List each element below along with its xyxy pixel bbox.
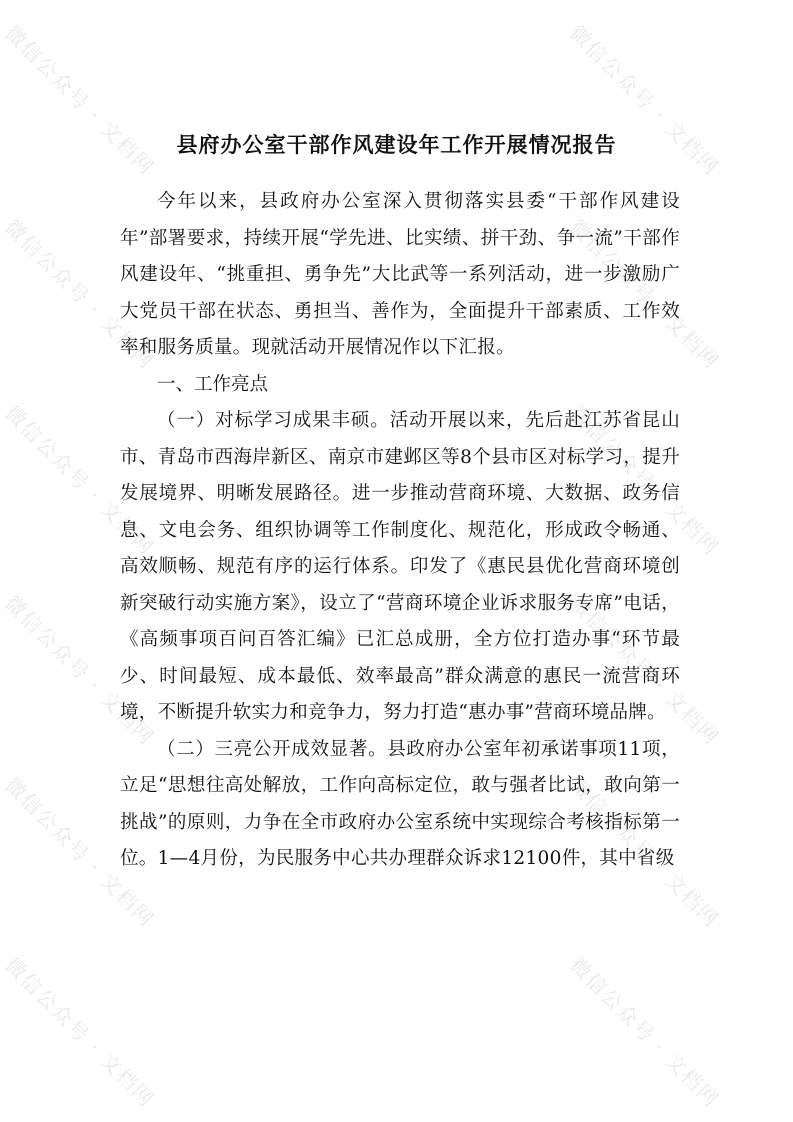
watermark: 微信公众号 · 文档网 [565, 400, 725, 560]
intro-paragraph: 今年以来，县政府办公室深入贯彻落实县委“干部作风建设年”部署要求，持续开展“学先进、比实绩、拼干劲、争一流”干部作风建设年、“挑重担、勇争先”大比武等一系列活动，进一步激励广大党员干部在状态、勇担当、善作为，全面提升干部素质、工作效率和服务质量。现就活动开展情况作以下汇报。 [120, 191, 680, 358]
watermark: 微信公众号 · 文档网 [0, 20, 160, 180]
body-paragraph: （二）三亮公开成效显著。县政府办公室年初承诺事项11项，立足“思想往高处解放，工作向高标定位，敢与强者比试，敢向第一挑战”的原则，力争在全市政府办公室系统中实现综合考核指标第一位。1—4月份，为民服务中心共办理群众诉求12100件，其中省级 [120, 738, 680, 869]
watermark: 微信公众号 · 文档网 [0, 772, 160, 932]
watermark: 微信公众号 · 文档网 [565, 772, 725, 932]
body-paragraph: （一）对标学习成果丰硕。活动开展以来，先后赴江苏省昆山市、青岛市西海岸新区、南京市建邺区等8个县市区对标学习，提升发展境界、明晰发展路径。进一步推动营商环境、大数据、政务信息、文电会务、组织协调等工作制度化、规范化，形成政令畅通、高效顺畅、规范有序的运行体系。印发了《惠民县优化营商环境创新突破行动实施方案》，设立了“营商环境企业诉求服务专席”电话，《高频事项百问百答汇编》已汇总成册，全方位打造办事“环节最少、时间最短、成本最低、效率最高”群众满意的惠民一流营商环境，不断提升软实力和竞争力，努力打造“惠办事”营商环境品牌。 [120, 410, 680, 723]
watermark: 微信公众号 · 文档网 [565, 20, 725, 180]
document-title: 县府办公室干部作风建设年工作开展情况报告 [176, 133, 617, 157]
watermark: 微信公众号 · 文档网 [0, 590, 160, 750]
section-heading: 一、工作亮点 [157, 373, 269, 395]
watermark: 微信公众号 · 文档网 [0, 400, 160, 560]
document-body [120, 184, 680, 878]
watermark: 微信公众号 · 文档网 [565, 952, 725, 1112]
watermark: 微信公众号 · 文档网 [0, 214, 160, 374]
watermark: 微信公众号 · 文档网 [565, 590, 725, 750]
watermark: 微信公众号 · 文档网 [0, 952, 160, 1112]
watermark: 微信公众号 · 文档网 [565, 214, 725, 374]
